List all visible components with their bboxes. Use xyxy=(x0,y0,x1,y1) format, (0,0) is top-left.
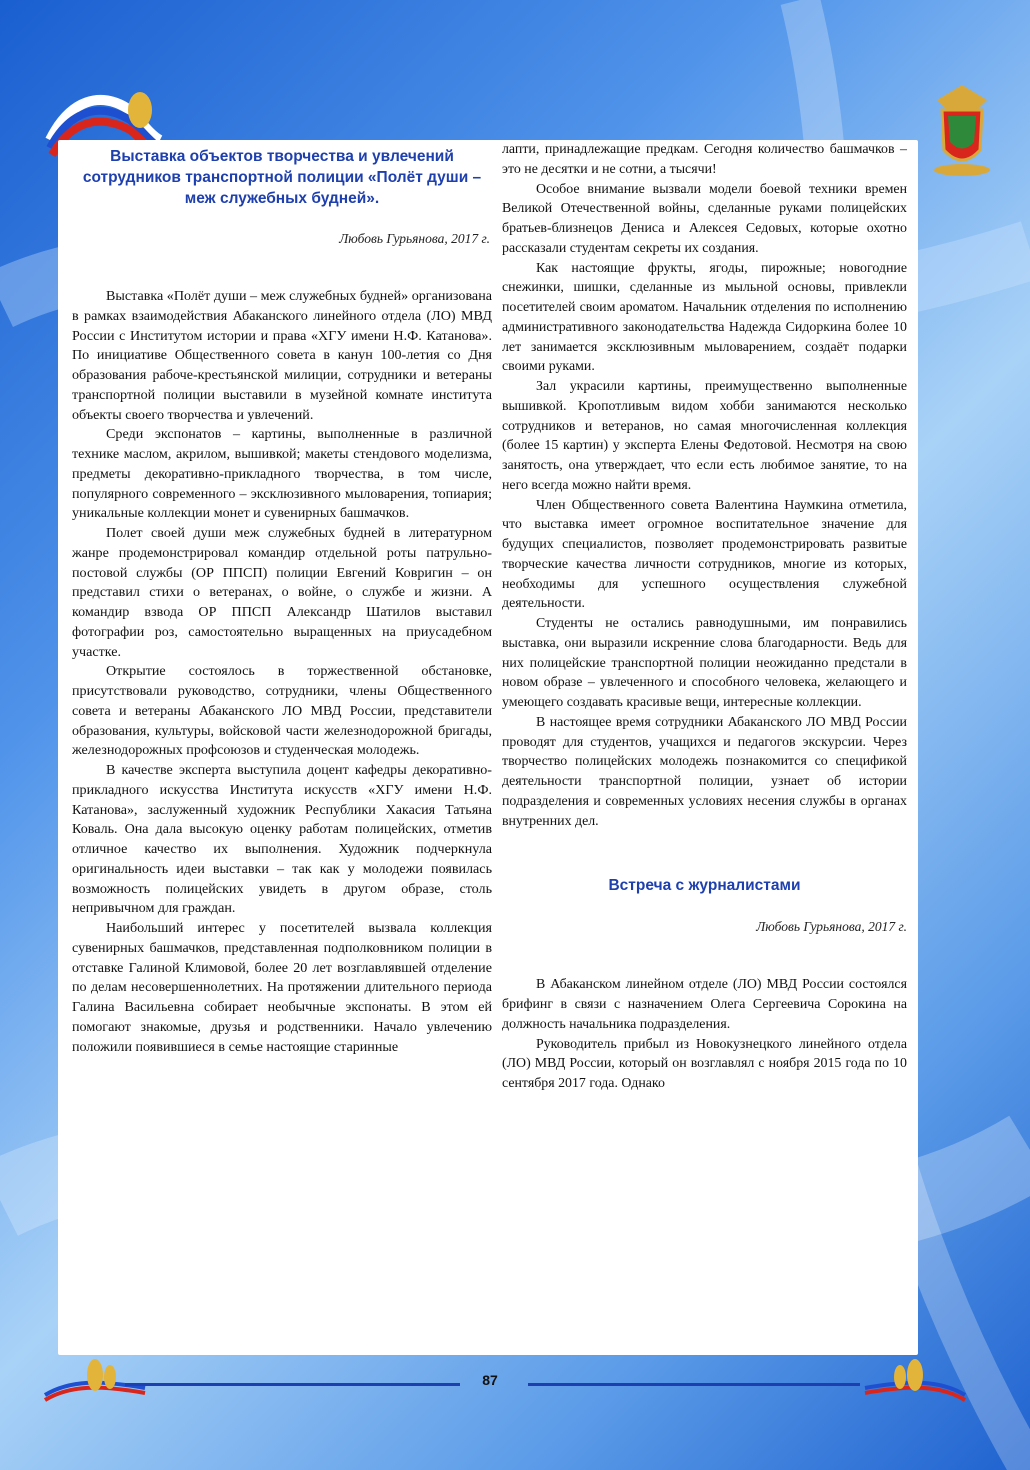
footer-divider xyxy=(125,1383,460,1386)
paragraph: Среди экспонатов – картины, выполненные в различной технике маслом, акрилом, вышивкой; макеты стендового моделизма, предметы декоративно-прикладного творчества, в том числе, популярного современного – эксклюзивного мыловарения, топиария; уникальные коллекции монет и сувенирных башмачков. xyxy=(72,426,492,522)
paragraph: Член Общественного совета Валентина Наумкина отметила, что выставка имеет огромное воспитательное значение для будущих специалистов, позволяет продемонстрировать развитые творческие качества личности сотрудников, многие из которых, необходимы для успешного осуществления служебной деятельности. xyxy=(502,497,907,612)
paragraph: Зал украсили картины, преимущественно выполненные вышивкой. Кропотливым видом хобби занимаются несколько сотрудников и ветеранов, но самая многочисленная коллекция (более 15 картин) у эксперта Елены Федотовой. Несмотря на свою занятость, она утверждает, что если есть любимое занятие, то на него всегда можно найти время. xyxy=(502,379,907,493)
footer-divider xyxy=(528,1383,860,1386)
page-number: 87 xyxy=(482,1372,498,1388)
paragraph: Наибольший интерес у посетителей вызвала коллекция сувенирных башмачков, представленная подполковником полиции в отставке Галиной Климовой, более 20 лет возглавлявшей отделение по делам несовершеннолетних. На протяжении длительного периода Галина Васильевна собирает необычные экспонаты. В этом ей помогают знакомые, друзья и родственники. Начало увлечению положили появившиеся в семье настоящие старинные xyxy=(72,920,492,1055)
article-author: Любовь Гурьянова, 2017 г. xyxy=(339,231,490,246)
article2-author: Любовь Гурьянова, 2017 г. xyxy=(756,919,907,935)
paragraph: Как настоящие фрукты, ягоды, пирожные; новогодние снежинки, шишки, сделанные из мыльной основы, привлекли посетителей своим ароматом. Начальник отделения по исполнению административного законодательства Надежда Сидоркина более 10 лет занимается эксклюзивным мыловарением, создаёт подарки своими руками. xyxy=(502,260,907,375)
paragraph: Руководитель прибыл из Новокузнецкого линейного отдела (ЛО) МВД России, который он возглавлял с ноября 2015 года по 10 сентября 2017 года. Однако xyxy=(502,1036,907,1091)
article2-title: Встреча с журналистами xyxy=(608,877,801,895)
paragraph: Студенты не остались равнодушными, им понравились выставка, они выразили искренние слова благодарности. Ведь для них полицейские транспортной полиции неожиданно предстали в новом образе – увлеченного и способного человека, желающего и умеющего создавать красивые вещи, интересные коллекции. xyxy=(502,616,907,710)
police-emblem-icon xyxy=(922,80,1002,180)
left-column xyxy=(72,140,492,1057)
paragraph: Полет своей души меж служебных будней в литературном жанре продемонстрировал командир отдельной роты патрульно-постовой службы (ОР ППСП) полиции Евгений Ковригин – он представил стихи о ветеранах, о войне, о службе и жизни. А командир взвода ОР ППСП Александр Шатилов выставил фотографии роз, самостоятельно выращенных на приусадебном участке. xyxy=(72,525,492,660)
paragraph: Открытие состоялось в торжественной обстановке, присутствовали руководство, сотрудники, члены Общественного совета и ветераны Абаканского ЛО МВД России, представители образования, культуры, войсковой части железнодорожной бригады, железнодорожных профсоюзов и студенческая молодежь. xyxy=(72,663,492,759)
paragraph: В настоящее время сотрудники Абаканского ЛО МВД России проводят для студентов, учащихся и педагогов экскурсии. Через творчество полицейских молодежь познакомится со спецификой деятельности транспортной полиции, узнает об истории подразделения и современных условиях несения службы в органах внутренних дел. xyxy=(502,714,907,829)
article-title: Выставка объектов творчества и увлечений сотрудников транспортной полиции «Полёт души – меж служебных будней». xyxy=(82,148,482,207)
paragraph: лапти, принадлежащие предкам. Сегодня количество башмачков – это не десятки и не сотни, а тысячи! xyxy=(502,142,907,177)
paragraph: В Абаканском линейном отделе (ЛО) МВД России состоялся брифинг в связи с назначением Олега Сергеевича Сорокина на должность начальника подразделения. xyxy=(502,977,907,1032)
paragraph: В качестве эксперта выступила доцент кафедры декоративно-прикладного искусства Института искусств «ХГУ имени Н.Ф. Катанова», заслуженный художник Республики Хакасия Татьяна Коваль. Она дала высокую оценку работам полицейских, отметив отличное качество их выполнения. Художник подчеркнула оригинальность идеи выставки – так как у молодежи появилась возможность полицейских увидеть в другом образе, столь непривычном для граждан. xyxy=(72,762,492,917)
wheat-ornament-right-icon xyxy=(860,1355,970,1410)
content-panel xyxy=(58,140,918,1355)
right-column xyxy=(502,140,907,1094)
paragraph: Выставка «Полёт души – меж служебных будней» организована в рамках взаимодействия Абаканского линейного отдела (ЛО) МВД России с Институтом истории и права «ХГУ имени Н.Ф. Катанова». По инициативе Общественного совета в канун 100-летия со Дня образования рабоче-крестьянской милиции, сотрудники и ветераны транспортной полиции выставили в музейной комнате института объекты своего творчества и увлечений. xyxy=(72,288,492,423)
paragraph: Особое внимание вызвали модели боевой техники времен Великой Отечественной войны, сделанные руками полицейских братьев-близнецов Дениса и Алексея Седовых, которые охотно рассказали студентам секреты их создания. xyxy=(502,181,907,256)
